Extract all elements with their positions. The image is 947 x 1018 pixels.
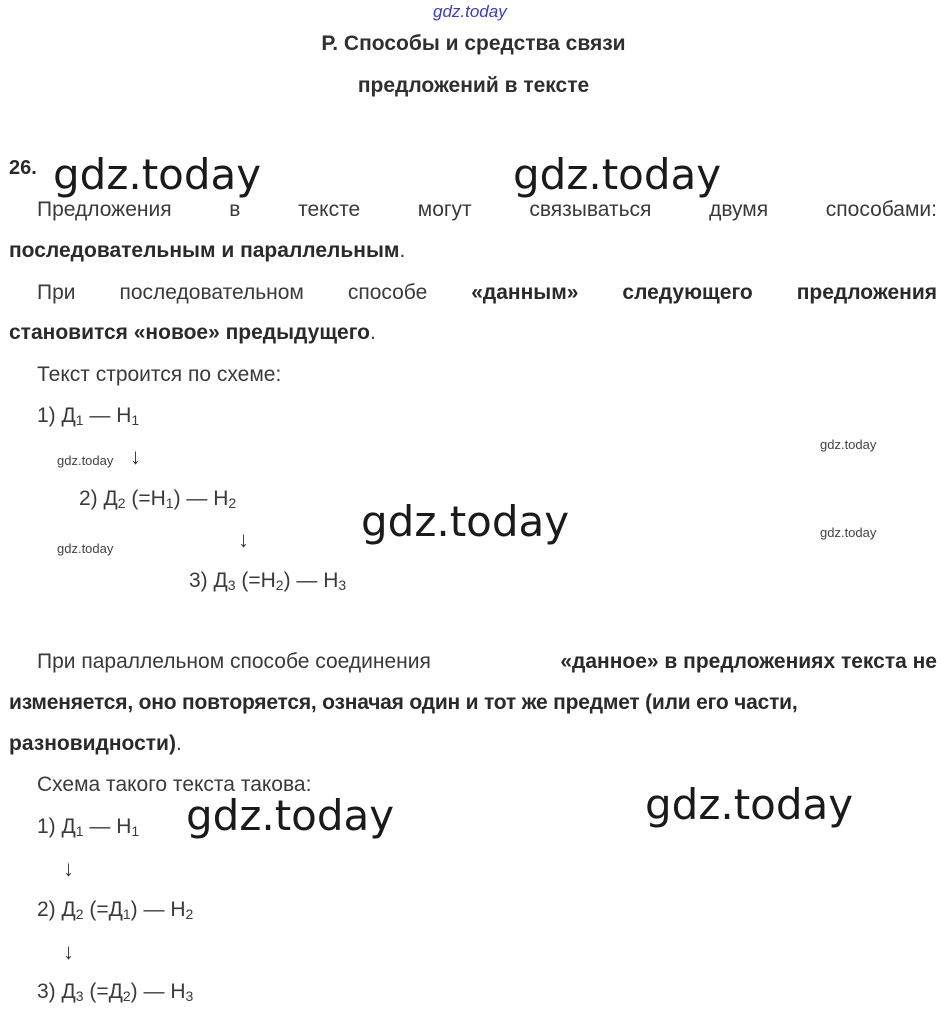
- scheme-2-step-2: 2) $Д_2$ $(=Д_1)$ — $Н_2$: [37, 898, 194, 922]
- word: тексте: [298, 198, 361, 221]
- period: .: [175, 732, 182, 755]
- bold-text: «данное» в предложениях текста не: [560, 650, 937, 673]
- scheme-2-intro: Схема такого текста такова:: [37, 773, 312, 796]
- word: способе: [347, 281, 428, 304]
- down-arrow-icon: ↓: [238, 527, 249, 552]
- word: При: [37, 281, 76, 304]
- down-arrow-icon: ↓: [63, 939, 74, 964]
- watermark-large: gdz.today: [361, 497, 570, 546]
- word: связываться: [529, 198, 652, 221]
- down-arrow-icon: ↓: [130, 444, 141, 469]
- paragraph-2-line-1: [37, 281, 937, 305]
- watermark-small: gdz.today: [57, 453, 114, 468]
- scheme-1-step-1: 1) $Д_1$ — $Н_1$: [37, 404, 140, 428]
- bold-term: последовательным и параллельным: [9, 239, 400, 262]
- paragraph-3-line-2: изменяется, оно повторяется, означая один и тот же предмет (или его части,: [9, 691, 798, 714]
- word: последовательном: [119, 281, 304, 304]
- bold-term: разновидности): [9, 732, 176, 755]
- paragraph-3-line-3: [9, 732, 182, 756]
- scheme-2-step-1: 1) $Д_1$ — $Н_1$: [37, 815, 140, 839]
- bold-term: становится «новое» предыдущего: [9, 321, 371, 344]
- scheme-1-step-2: 2) $Д_2$ $(=Н_1)$ — $Н_2$: [79, 487, 237, 511]
- bold-word: следующего: [622, 281, 753, 304]
- watermark-large: gdz.today: [645, 780, 854, 829]
- word: в: [229, 198, 241, 221]
- bold-word: предложения: [796, 281, 937, 304]
- period: .: [399, 239, 406, 262]
- word: двумя: [709, 198, 769, 221]
- paragraph-1-line-1: [37, 198, 937, 222]
- word: способами:: [825, 198, 937, 221]
- word: Предложения: [37, 198, 172, 221]
- exercise-number: 26.: [9, 157, 37, 179]
- section-title-line1: Р. Способы и средства связи: [321, 32, 626, 55]
- bold-word: «данным»: [471, 281, 579, 304]
- watermark-small: gdz.today: [820, 437, 877, 452]
- scheme-1-intro: Текст строится по схеме:: [37, 363, 282, 386]
- watermark-large: gdz.today: [513, 150, 722, 199]
- watermark-large: gdz.today: [53, 150, 262, 199]
- paragraph-3-line-1: [37, 650, 937, 674]
- plain-text: При параллельном способе соединения: [37, 650, 431, 673]
- paragraph-2-line-2: [9, 321, 376, 345]
- watermark-large: gdz.today: [186, 791, 395, 840]
- down-arrow-icon: ↓: [63, 856, 74, 881]
- watermark-small: gdz.today: [820, 525, 877, 540]
- paragraph-1-line-2: [9, 239, 405, 263]
- watermark-small: gdz.today: [57, 541, 114, 556]
- scheme-2-step-3: 3) $Д_3$ $(=Д_2)$ — $Н_3$: [37, 980, 194, 1004]
- watermark-top: gdz.today: [433, 2, 507, 21]
- section-title-line2: предложений в тексте: [357, 74, 590, 97]
- scheme-1-step-3: 3) $Д_3$ $(=Н_2)$ — $Н_3$: [189, 569, 347, 593]
- word: могут: [417, 198, 472, 221]
- period: .: [370, 321, 376, 344]
